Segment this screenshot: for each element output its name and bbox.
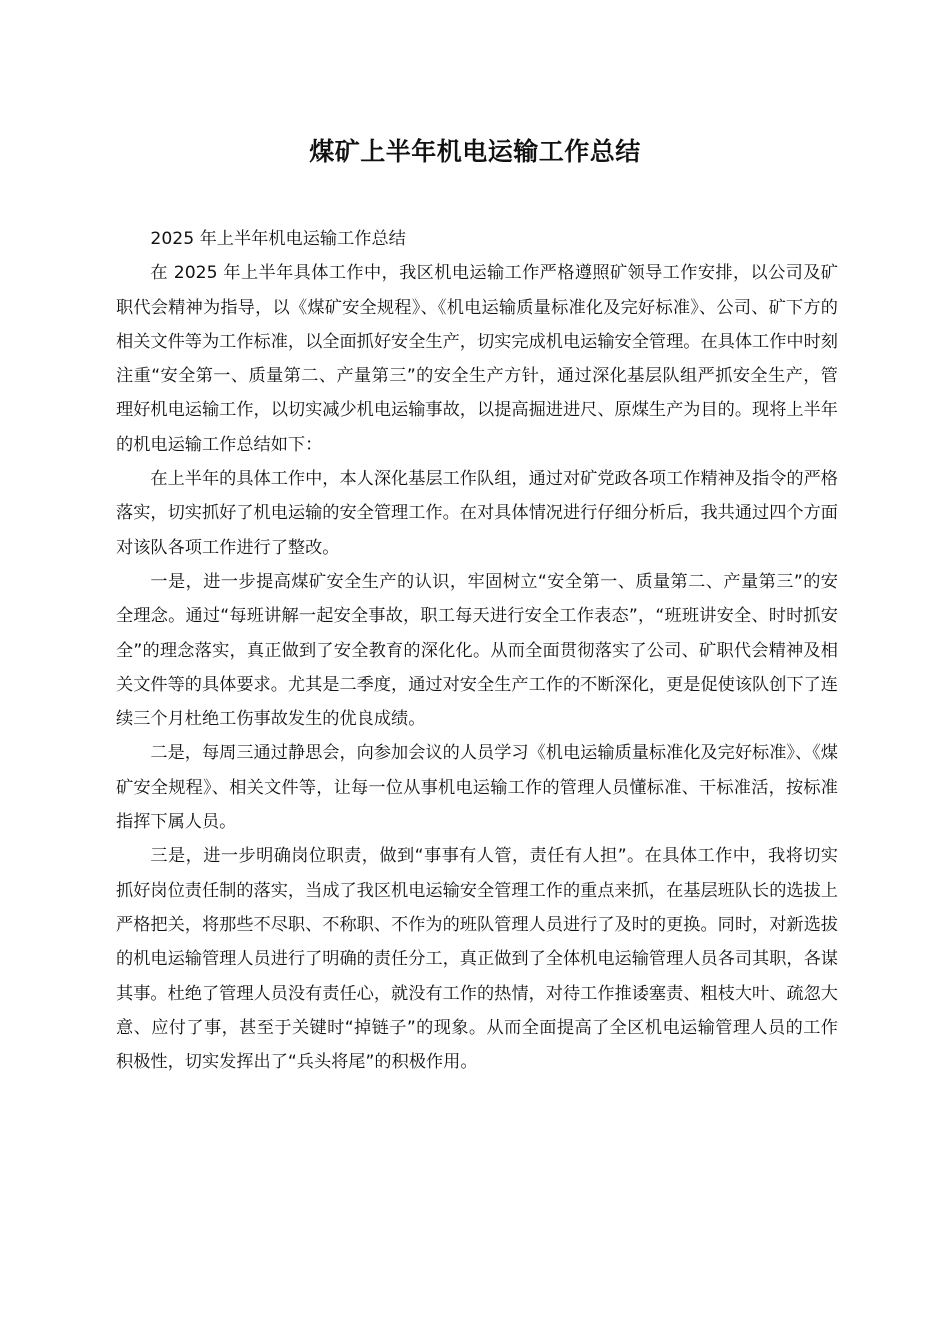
document-body — [116, 222, 838, 1079]
paragraph-point-three: 三是，进一步明确岗位职责，做到“事事有人管，责任有人担”。在具体工作中，我将切实抓好岗位责任制的落实，当成了我区机电运输安全管理工作的重点来抓，在基层班队长的选拔上严格把关，将那些不尽职、不称职、不作为的班队管理人员进行了及时的更换。同时，对新选拔的机电运输管理人员进行了明确的责任分工，真正做到了全体机电运输管理人员各司其职，各谋其事。杜绝了管理人员没有责任心，就没有工作的热情，对待工作推诿塞责、粗枝大叶、疏忽大意、应付了事，甚至于关键时“掉链子”的现象。从而全面提高了全区机电运输管理人员的工作积极性，切实发挥出了“兵头将尾”的积极作用。 — [116, 846, 838, 1073]
paragraph-point-one: 一是，进一步提高煤矿安全生产的认识，牢固树立“安全第一、质量第二、产量第三”的安全理念。通过“每班讲解一起安全事故，职工每天进行安全工作表态”，“班班讲安全、时时抓安全”的理念落实，真正做到了安全教育的深化化。从而全面贯彻落实了公司、矿职代会精神及相关文件等的具体要求。尤其是二季度，通过对安全生产工作的不断深化，更是促使该队创下了连续三个月杜绝工伤事故发生的优良成绩。 — [116, 571, 838, 730]
document-title: 煤矿上半年机电运输工作总结 — [309, 137, 641, 166]
paragraph-subtitle: 2025 年上半年机电运输工作总结 — [150, 229, 406, 249]
paragraph-intro: 在 2025 年上半年具体工作中，我区机电运输工作严格遵照矿领导工作安排，以公司及矿职代会精神为指导，以《煤矿安全规程》、《机电运输质量标准化及完好标准》、公司、矿下方的相关文件等为工作标准，以全面抓好安全生产，切实完成机电运输安全管理。在具体工作中时刻注重“安全第一、质量第二、产量第三”的安全生产方针，通过深化基层队组严抓安全生产，管理好机电运输工作，以切实减少机电运输事故，以提高掘进进尺、原煤生产为目的。现将上半年的机电运输工作总结如下： — [116, 263, 838, 455]
paragraph-point-two: 二是，每周三通过静思会，向参加会议的人员学习《机电运输质量标准化及完好标准》、《煤矿安全规程》、相关文件等，让每一位从事机电运输工作的管理人员懂标准、干标准活，按标准指挥下属人员。 — [116, 743, 838, 833]
paragraph-overview: 在上半年的具体工作中，本人深化基层工作队组，通过对矿党政各项工作精神及指令的严格落实，切实抓好了机电运输的安全管理工作。在对具体情况进行仔细分析后，我共通过四个方面对该队各项工作进行了整改。 — [116, 469, 838, 558]
